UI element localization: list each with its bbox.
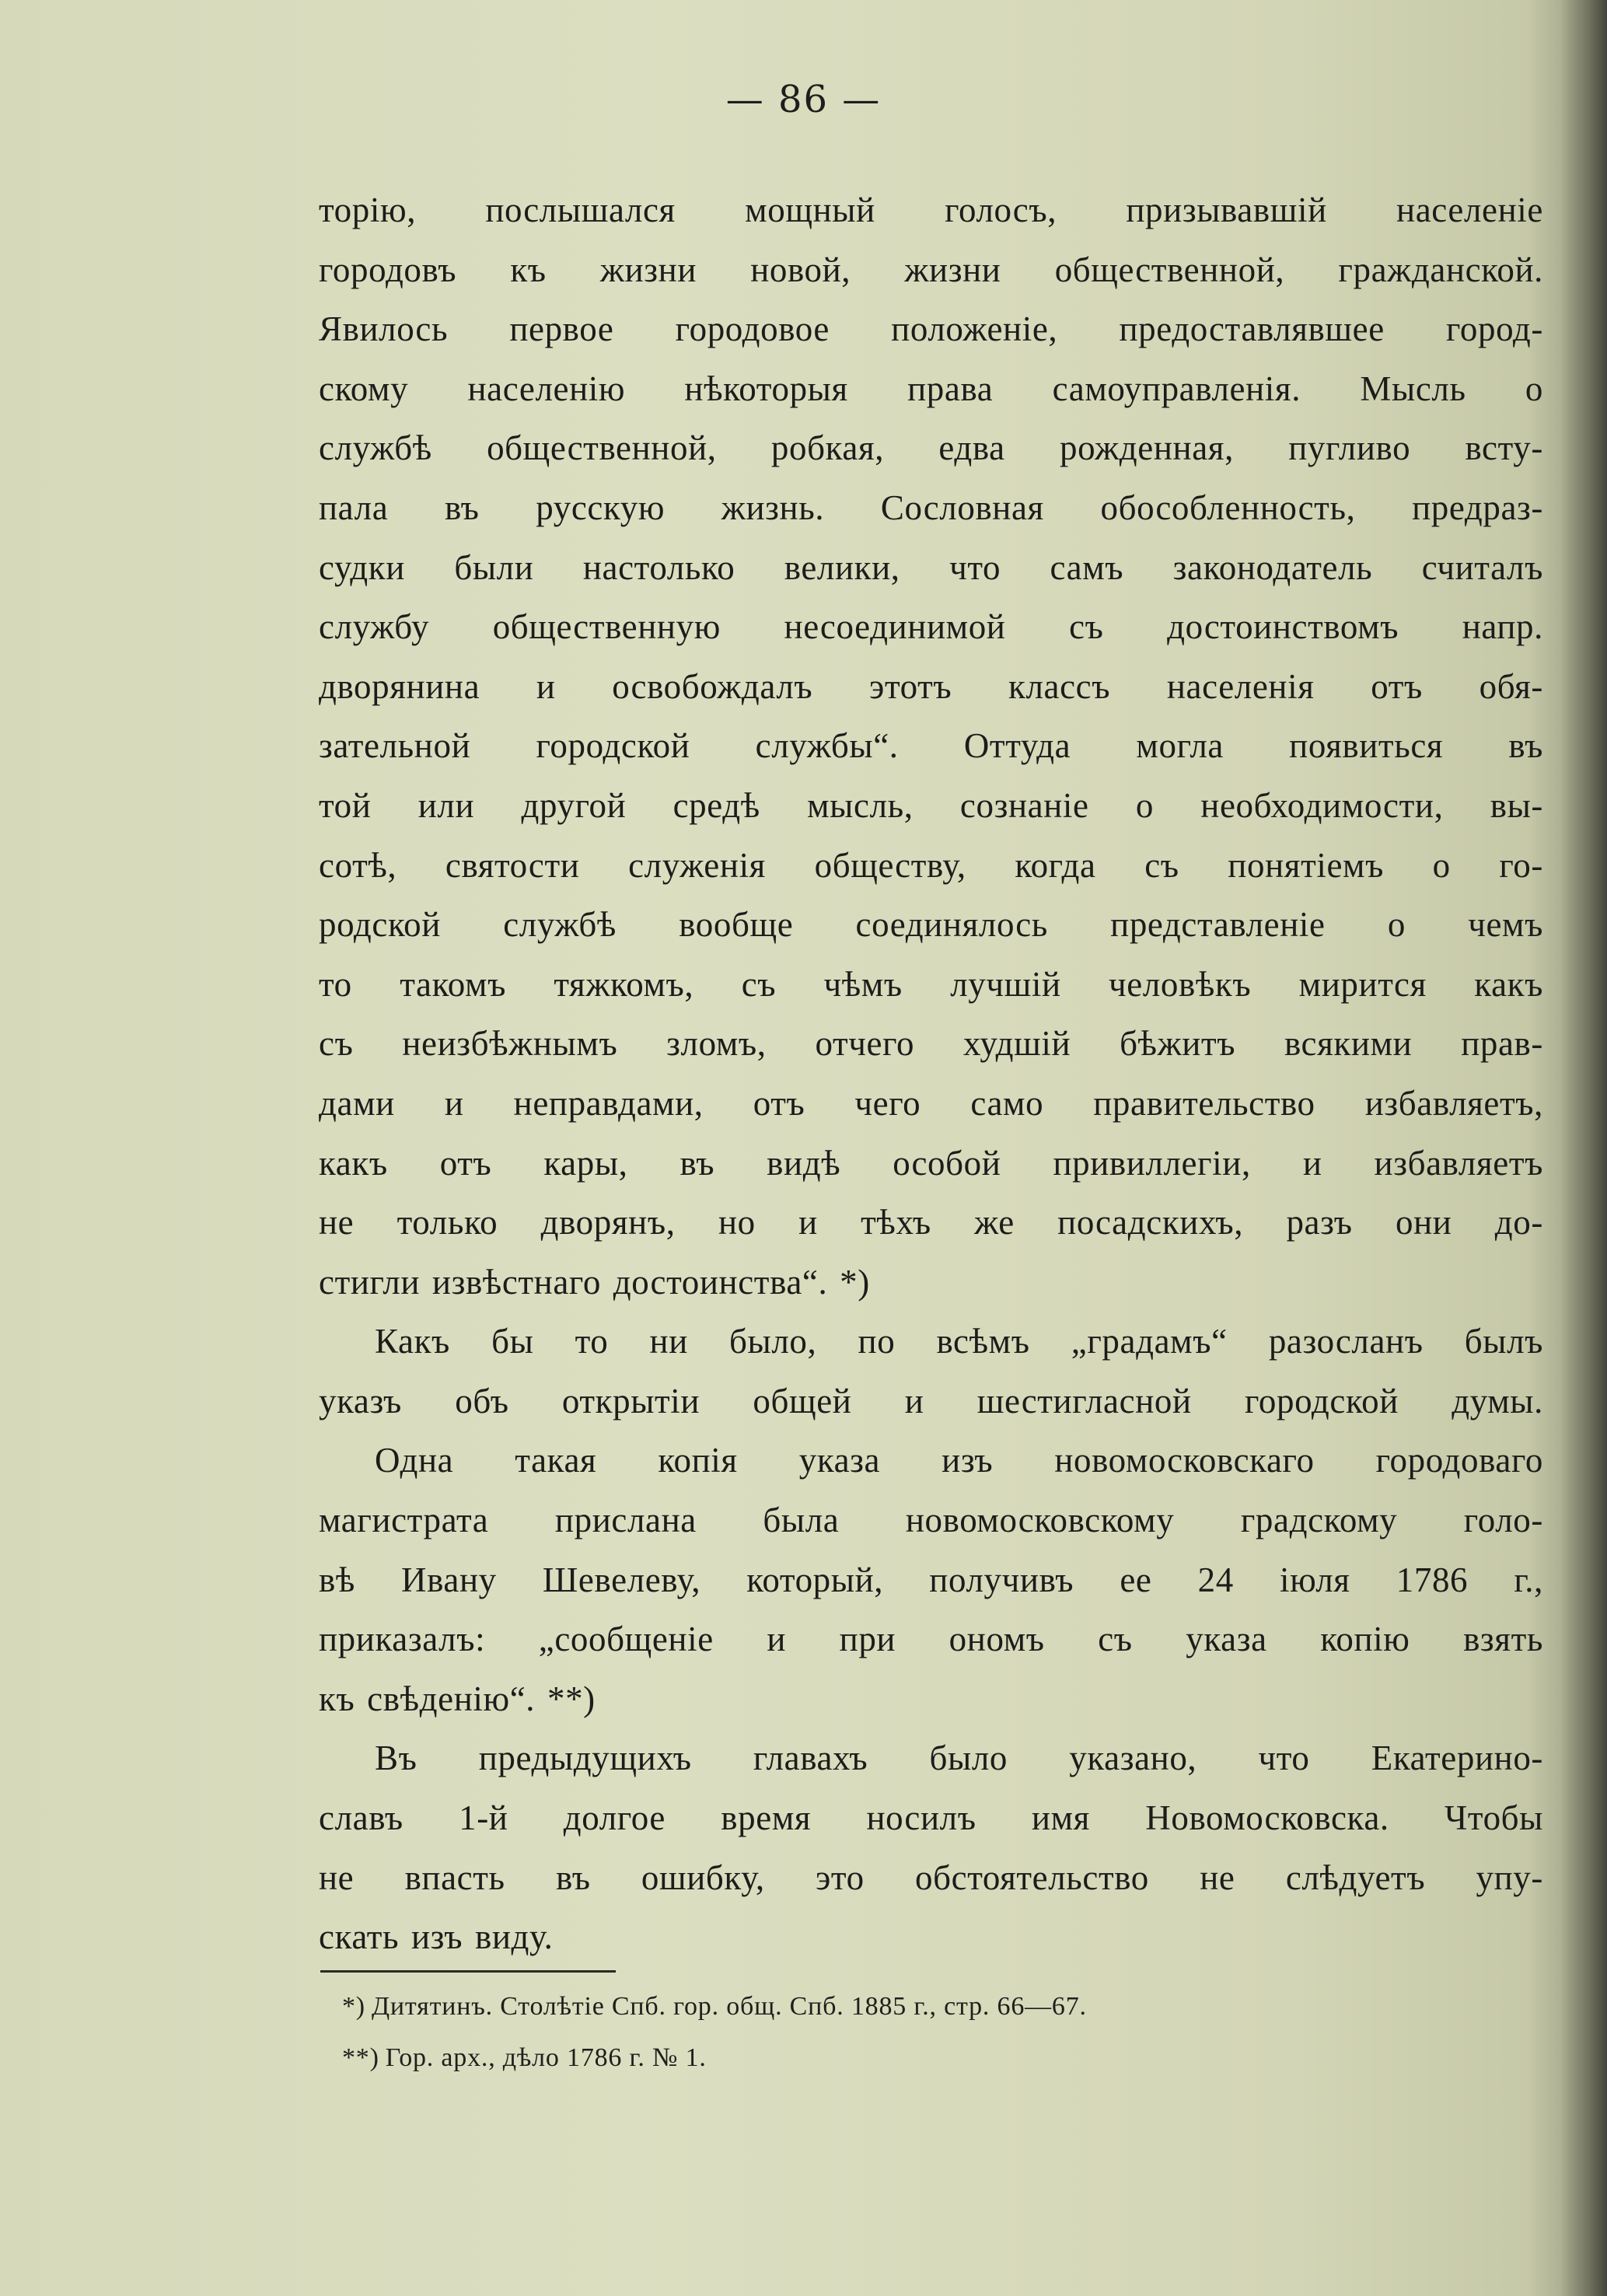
text-line: Одна такая копія указа изъ новомосковскаго городоваго	[375, 1441, 1543, 1480]
text-line: городовъ къ жизни новой, жизни общественной, гражданской.	[319, 250, 1543, 289]
text-line: той или другой средѣ мысль, сознаніе о необходимости, вы-	[319, 785, 1543, 825]
text-line: сотѣ, святости служенія обществу, когда съ понятіемъ о го-	[319, 845, 1543, 885]
text-line: дворянина и освобождалъ этотъ классъ населенія отъ обя-	[319, 666, 1543, 706]
footnote-text: Дитятинъ. Столѣтіе Спб. гор. общ. Спб. 1885 г., стр. 66—67.	[371, 1992, 1087, 2021]
text-line: службѣ общественной, робкая, едва рожденная, пугливо всту-	[319, 428, 1543, 468]
body-text	[319, 180, 1543, 1967]
page-edge-shadow	[1560, 0, 1607, 2296]
footnotes	[342, 1981, 1087, 2084]
footnote-divider	[320, 1970, 616, 1973]
text-line: Какъ бы то ни было, по всѣмъ „градамъ“ разосланъ былъ	[375, 1322, 1543, 1361]
text-line: скому населенію нѣкоторыя права самоуправленія. Мысль о	[319, 369, 1543, 408]
text-line: службу общественную несоединимой съ достоинствомъ напр.	[319, 607, 1543, 647]
text-line: Явилось первое городовое положеніе, предоставлявшее город-	[319, 309, 1543, 349]
text-line: не только дворянъ, но и тѣхъ же посадскихъ, разъ они до-	[319, 1203, 1543, 1242]
footnote-text: Гор. арх., дѣло 1786 г. № 1.	[385, 2043, 707, 2072]
text-line: зательной городской службы“. Оттуда могла появиться въ	[319, 726, 1543, 766]
text-line: то такомъ тяжкомъ, съ чѣмъ лучшій человѣкъ мирится какъ	[319, 964, 1543, 1004]
page-number: — 86 —	[725, 78, 882, 121]
text-line: стигли извѣстнаго достоинства“. *)	[319, 1262, 870, 1302]
text-line: какъ отъ кары, въ видѣ особой привиллегіи, и избавляетъ	[319, 1143, 1543, 1183]
text-line: не впасть въ ошибку, это обстоятельство не слѣдуетъ упу-	[319, 1857, 1543, 1897]
footnote	[342, 1981, 1087, 2032]
text-line: скать изъ виду.	[319, 1917, 554, 1957]
text-line: дами и неправдами, отъ чего само правительство избавляетъ,	[319, 1083, 1543, 1123]
text-line: Въ предыдущихъ главахъ было указано, что Екатерино-	[375, 1739, 1543, 1778]
text-line: торію, послышался мощный голосъ, призывавшій населеніе	[319, 190, 1543, 229]
text-line: родской службѣ вообще соединялось представленіе о чемъ	[319, 905, 1543, 945]
text-line: приказалъ: „сообщеніе и при ономъ съ указа копію взять	[319, 1620, 1543, 1659]
text-line: указъ объ открытіи общей и шестигласной городской думы.	[319, 1381, 1543, 1421]
text-line: судки были настолько велики, что самъ законодатель считалъ	[319, 547, 1543, 587]
text-line: съ неизбѣжнымъ зломъ, отчего худшій бѣжитъ всякими прав-	[319, 1024, 1543, 1064]
footnote-mark: **)	[342, 2043, 379, 2072]
footnote-mark: *)	[342, 1992, 365, 2021]
footnote	[342, 2032, 1087, 2084]
text-line: вѣ Ивану Шевелеву, который, получивъ ее 24 іюля 1786 г.,	[319, 1560, 1543, 1599]
text-line: магистрата прислана была новомосковскому градскому голо-	[319, 1501, 1543, 1540]
text-line: къ свѣденію“. **)	[319, 1679, 596, 1718]
text-line: славъ 1-й долгое время носилъ имя Новомосковска. Чтобы	[319, 1798, 1543, 1838]
text-line: пала въ русскую жизнь. Сословная обособленность, предраз-	[319, 488, 1543, 527]
